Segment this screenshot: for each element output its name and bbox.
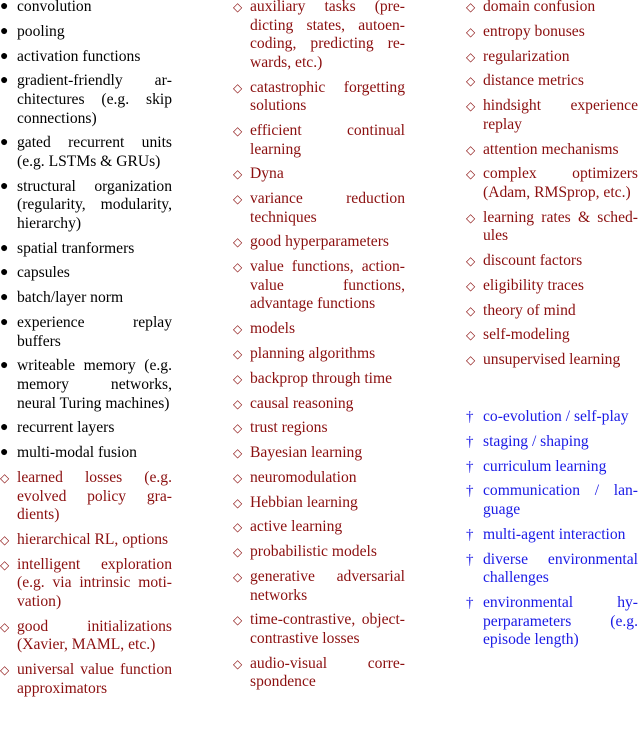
diamond-icon: ◇ bbox=[0, 663, 10, 677]
list-item bbox=[0, 618, 172, 655]
group-separator bbox=[466, 376, 638, 402]
list-item bbox=[466, 72, 638, 91]
diamond-icon: ◇ bbox=[466, 353, 476, 368]
dagger-icon: † bbox=[466, 483, 474, 500]
diamond-icon: ◇ bbox=[0, 470, 10, 485]
list-item bbox=[0, 314, 172, 351]
diamond-icon: ◇ bbox=[466, 0, 476, 14]
list-item-text: regularization bbox=[483, 47, 570, 65]
list-item-text: intelligent exploration (e.g. via intrinsic motivation) bbox=[17, 555, 172, 610]
dagger-icon: † bbox=[466, 433, 474, 450]
list-item bbox=[0, 531, 172, 550]
list-item bbox=[466, 277, 638, 296]
bullet-icon: ● bbox=[0, 420, 9, 436]
bullet-icon: ● bbox=[0, 178, 9, 194]
list-item bbox=[233, 345, 405, 364]
list-item bbox=[0, 469, 172, 525]
list-item-text: gradient-friendly architectures (e.g. skip connections) bbox=[17, 72, 172, 127]
list-item bbox=[466, 551, 638, 588]
dagger-icon: † bbox=[466, 551, 474, 568]
list-item bbox=[466, 252, 638, 271]
dagger-icon: † bbox=[466, 409, 474, 426]
diamond-icon: ◇ bbox=[233, 260, 243, 275]
list-item bbox=[466, 408, 638, 427]
list-item-text: environmental hyperparameters (e.g. episode length) bbox=[483, 594, 638, 649]
diamond-icon: ◇ bbox=[466, 167, 476, 182]
list-item bbox=[233, 655, 405, 692]
list-item-text: experience replay buffers bbox=[17, 314, 172, 350]
list-item-text: active learning bbox=[250, 518, 343, 536]
dagger-icon: † bbox=[466, 595, 474, 611]
list-item-text: capsules bbox=[17, 264, 70, 282]
list-item bbox=[233, 494, 405, 513]
bullet-icon: ● bbox=[0, 445, 9, 461]
list-item-text: Bayesian learning bbox=[250, 444, 363, 462]
list-item-text: structural organization (regularity, modularity, hierarchy) bbox=[17, 177, 172, 232]
diamond-icon: ◇ bbox=[233, 123, 243, 138]
component-list bbox=[466, 0, 638, 650]
list-item-text: Dyna bbox=[250, 165, 284, 183]
diamond-icon: ◇ bbox=[233, 470, 243, 485]
diamond-icon: ◇ bbox=[233, 446, 243, 461]
diamond-icon: ◇ bbox=[233, 167, 243, 182]
list-item bbox=[0, 178, 172, 234]
diamond-icon: ◇ bbox=[233, 495, 243, 510]
diamond-icon: ◇ bbox=[466, 328, 476, 343]
list-item bbox=[233, 444, 405, 463]
diamond-icon: ◇ bbox=[233, 545, 243, 560]
list-item bbox=[0, 240, 172, 259]
list-item-text: trust regions bbox=[250, 419, 328, 437]
list-item bbox=[233, 190, 405, 227]
diamond-icon: ◇ bbox=[233, 0, 243, 14]
list-item bbox=[466, 482, 638, 519]
diamond-icon: ◇ bbox=[466, 278, 476, 293]
list-item bbox=[466, 433, 638, 452]
list-item-text: multi-agent interaction bbox=[483, 525, 626, 543]
list-item bbox=[233, 258, 405, 314]
list-item bbox=[466, 526, 638, 545]
list-item-text: audio-visual correspondence bbox=[250, 654, 405, 691]
list-item bbox=[466, 351, 638, 370]
diamond-icon: ◇ bbox=[466, 74, 476, 89]
list-item bbox=[0, 444, 172, 463]
list-item-text: attention mechanisms bbox=[483, 140, 619, 158]
diamond-icon: ◇ bbox=[466, 142, 476, 157]
diamond-icon: ◇ bbox=[233, 570, 243, 585]
diamond-icon: ◇ bbox=[466, 49, 476, 64]
diamond-icon: ◇ bbox=[233, 192, 243, 207]
diamond-icon: ◇ bbox=[233, 520, 243, 535]
list-item-text: activation functions bbox=[17, 47, 141, 65]
list-item bbox=[233, 395, 405, 414]
list-item bbox=[0, 23, 172, 42]
bullet-icon: ● bbox=[0, 73, 9, 89]
list-item bbox=[0, 419, 172, 438]
list-item bbox=[466, 97, 638, 134]
list-item-text: probabilistic models bbox=[250, 543, 377, 561]
list-item bbox=[233, 79, 405, 116]
list-item-text: eligibility traces bbox=[483, 276, 584, 294]
list-item-text: hindsight experience replay bbox=[483, 97, 638, 133]
list-item-text: entropy bonuses bbox=[483, 22, 585, 40]
column-3 bbox=[466, 0, 638, 656]
list-item-text: staging / shaping bbox=[483, 432, 589, 450]
list-item bbox=[466, 209, 638, 246]
list-item-text: theory of mind bbox=[483, 301, 576, 319]
list-item bbox=[0, 661, 172, 698]
list-item bbox=[233, 165, 405, 184]
list-item-text: variance reduction techniques bbox=[250, 190, 405, 226]
component-list bbox=[0, 0, 172, 698]
list-item bbox=[0, 48, 172, 67]
diamond-icon: ◇ bbox=[0, 532, 10, 547]
list-item bbox=[233, 518, 405, 537]
list-item bbox=[466, 326, 638, 345]
diamond-icon: ◇ bbox=[233, 347, 243, 361]
list-item-text: time-contrastive, object-contrastive losses bbox=[250, 611, 405, 647]
diamond-icon: ◇ bbox=[233, 613, 243, 628]
column-1 bbox=[0, 0, 172, 704]
list-item bbox=[0, 357, 172, 413]
list-item bbox=[233, 469, 405, 488]
list-item-text: causal reasoning bbox=[250, 394, 354, 412]
list-item bbox=[233, 370, 405, 389]
diamond-icon: ◇ bbox=[233, 235, 243, 250]
list-item-text: good initializations (Xavier, MAML, etc.) bbox=[17, 617, 172, 654]
list-item-text: good hyperparameters bbox=[250, 233, 389, 251]
column-2 bbox=[233, 0, 405, 698]
list-item-text: self-modeling bbox=[483, 326, 570, 344]
diamond-icon: ◇ bbox=[233, 322, 243, 337]
list-item-text: planning algorithms bbox=[250, 345, 376, 362]
list-item bbox=[0, 72, 172, 128]
list-item bbox=[466, 594, 638, 650]
list-item-text: backprop through time bbox=[250, 369, 393, 387]
list-item-text: batch/layer norm bbox=[17, 289, 124, 307]
list-item-text: complex optimizers (Adam, RMSprop, etc.) bbox=[483, 165, 638, 201]
list-item bbox=[233, 568, 405, 605]
diamond-icon: ◇ bbox=[233, 656, 243, 671]
list-item bbox=[0, 556, 172, 612]
bullet-icon: ● bbox=[0, 358, 9, 374]
list-item bbox=[233, 419, 405, 438]
diamond-icon: ◇ bbox=[466, 99, 476, 114]
diamond-icon: ◇ bbox=[0, 557, 10, 572]
list-item-text: learned losses (e.g. evolved policy gradients) bbox=[17, 468, 172, 524]
list-item-text: neuromodulation bbox=[250, 468, 357, 486]
component-list bbox=[233, 0, 405, 692]
bullet-icon: ● bbox=[0, 135, 9, 151]
list-item-text: auxiliary tasks (predicting states, autoencoding, predicting rewards, etc.) bbox=[250, 0, 405, 71]
list-item bbox=[233, 543, 405, 562]
list-item-text: discount factors bbox=[483, 252, 583, 270]
list-item bbox=[466, 458, 638, 477]
list-item bbox=[233, 0, 405, 72]
list-item bbox=[233, 122, 405, 159]
list-item-text: learning rates & schedules bbox=[483, 208, 638, 245]
list-item bbox=[466, 302, 638, 321]
diamond-icon: ◇ bbox=[466, 210, 476, 225]
list-item bbox=[466, 165, 638, 202]
list-item-text: spatial tranformers bbox=[17, 239, 135, 257]
bullet-icon: ● bbox=[0, 240, 9, 256]
list-item bbox=[0, 134, 172, 171]
bullet-icon: ● bbox=[0, 265, 9, 281]
list-item-text: multi-modal fusion bbox=[17, 444, 137, 462]
bullet-icon: ● bbox=[0, 290, 9, 306]
list-item bbox=[0, 289, 172, 308]
list-item-text: writeable memory (e.g. memory networks, neural Turing machines) bbox=[17, 357, 172, 412]
list-item-text: communication / language bbox=[483, 482, 638, 519]
diamond-icon: ◇ bbox=[233, 421, 243, 436]
list-item bbox=[0, 264, 172, 283]
list-item-text: generative adversarial networks bbox=[250, 568, 405, 604]
list-item-text: universal value function approximators bbox=[17, 661, 172, 697]
list-item bbox=[233, 233, 405, 252]
diamond-icon: ◇ bbox=[233, 371, 243, 386]
list-item-text: co-evolution / self-play bbox=[483, 408, 629, 426]
list-item bbox=[233, 320, 405, 339]
bullet-icon: ● bbox=[0, 0, 9, 14]
list-item-text: convolution bbox=[17, 0, 92, 15]
list-item-text: recurrent layers bbox=[17, 419, 115, 437]
list-item bbox=[466, 23, 638, 42]
diamond-icon: ◇ bbox=[466, 24, 476, 39]
bullet-icon: ● bbox=[0, 48, 9, 64]
bullet-icon: ● bbox=[0, 315, 9, 330]
diamond-icon: ◇ bbox=[233, 396, 243, 411]
diamond-icon: ◇ bbox=[466, 303, 476, 318]
list-item-text: unsupervised learning bbox=[483, 351, 621, 369]
list-item bbox=[233, 611, 405, 648]
list-item-text: gated recurrent units (e.g. LSTMs & GRUs) bbox=[17, 134, 172, 170]
diamond-icon: ◇ bbox=[233, 80, 243, 95]
list-item-text: distance metrics bbox=[483, 72, 584, 90]
list-item-text: efficient continual learning bbox=[250, 121, 405, 158]
list-item bbox=[466, 0, 638, 17]
list-item-text: catastrophic forgetting solutions bbox=[250, 78, 405, 115]
list-item-text: pooling bbox=[17, 22, 65, 40]
list-item-text: curriculum learning bbox=[483, 457, 607, 475]
list-item-text: diverse environmental challenges bbox=[483, 550, 638, 587]
list-item bbox=[466, 48, 638, 67]
diamond-icon: ◇ bbox=[466, 254, 476, 269]
dagger-icon: † bbox=[466, 458, 474, 475]
list-item bbox=[466, 141, 638, 160]
list-item-text: models bbox=[250, 320, 296, 338]
list-item-text: domain confusion bbox=[483, 0, 596, 15]
dagger-icon: † bbox=[466, 526, 474, 543]
list-item-text: hierarchical RL, options bbox=[17, 530, 169, 548]
diamond-icon: ◇ bbox=[0, 619, 10, 634]
list-item bbox=[0, 0, 172, 17]
list-item-text: value functions, action-value functions, advantage functions bbox=[250, 258, 405, 313]
list-item-text: Hebbian learning bbox=[250, 493, 358, 511]
bullet-icon: ● bbox=[0, 23, 9, 39]
